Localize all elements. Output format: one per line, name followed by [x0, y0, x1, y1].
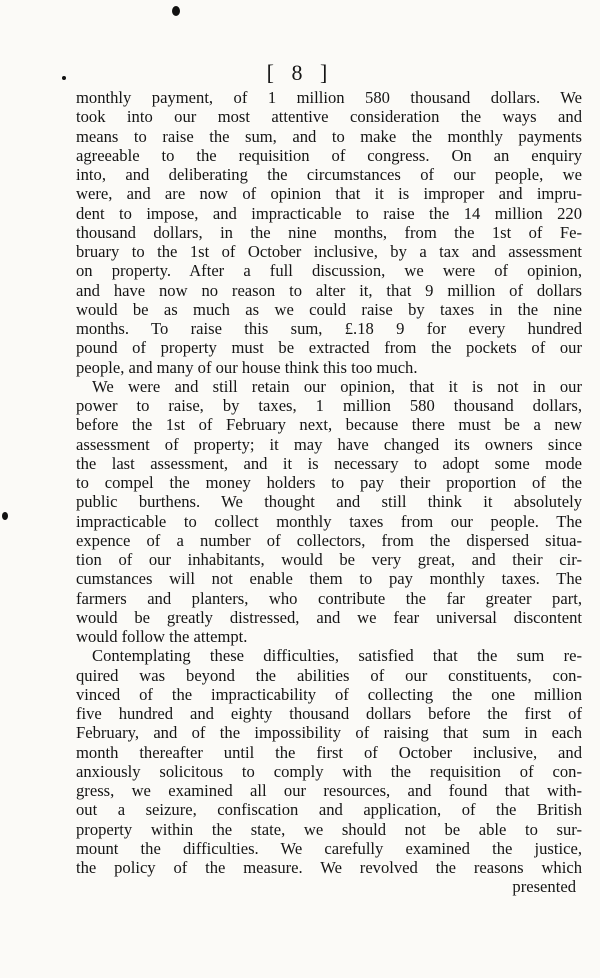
- text-line: thousand dollars, in the nine months, from the 1st of Fe-: [76, 222, 582, 242]
- text-line: gress, we examined all our resources, and found that with-: [76, 781, 582, 800]
- text-line: February, and of the impossibility of raising that sum in each: [76, 723, 582, 743]
- text-line: vinced of the impracticability of collecting the one million: [76, 684, 582, 704]
- paragraph-start: Contemplating these difficulties, satisfied that the sum re-: [92, 646, 582, 666]
- text-line: were, and are now of opinion that it is improper and impru-: [76, 184, 582, 204]
- text-line: monthly payment, of 1 million 580 thousand dollars. We: [76, 88, 582, 107]
- text-line: month thereafter until the first of October inclusive, and: [76, 742, 582, 762]
- text-line: to compel the money holders to pay their proportion of the: [76, 473, 582, 492]
- page-number: [ 8 ]: [266, 60, 334, 85]
- text-line: on property. After a full discussion, we were of opinion,: [76, 261, 582, 281]
- text-line: public burthens. We thought and still think it absolutely: [76, 492, 582, 512]
- text-line: tion of our inhabitants, would be very great, and their cir-: [76, 550, 582, 569]
- text-line: agreeable to the requisition of congress. On an enquiry: [76, 145, 582, 165]
- text-line: would be greatly distressed, and we fear universal discontent: [76, 607, 582, 627]
- ink-speck: [62, 76, 66, 80]
- text-line: out a seizure, confiscation and application, of the British: [76, 800, 582, 820]
- text-line: mount the difficulties. We carefully examined the justice,: [76, 838, 582, 858]
- text-line: took into our most attentive consideration the ways and: [76, 107, 582, 127]
- text-line: cumstances will not enable them to pay monthly taxes. The: [76, 569, 582, 589]
- text-line: farmers and planters, who contribute the far greater part,: [76, 588, 582, 608]
- text-line: assessment of property; it may have changed its owners since: [76, 434, 582, 454]
- text-line: power to raise, by taxes, 1 million 580 thousand dollars,: [76, 396, 582, 415]
- text-line: the policy of the measure. We revolved the reasons which: [76, 858, 582, 877]
- text-line: five hundred and eighty thousand dollars before the first of: [76, 704, 582, 723]
- paragraph-start: We were and still retain our opinion, that it is not in our: [92, 376, 582, 396]
- text-line: into, and deliberating the circumstances of our people, we: [76, 165, 582, 184]
- text-line: and have now no reason to alter it, that 9 million of dollars: [76, 280, 582, 300]
- text-line: before the 1st of February next, because there must be a new: [76, 415, 582, 435]
- text-line: months. To raise this sum, £.18 9 for every hundred: [76, 319, 582, 338]
- text-line: property within the state, we should not be able to sur-: [76, 819, 582, 839]
- text-line: impracticable to collect monthly taxes from our people. The: [76, 511, 582, 531]
- text-line: the last assessment, and it is necessary to adopt some mode: [76, 453, 582, 473]
- text-line: quired was beyond the abilities of our constituents, con-: [76, 665, 582, 685]
- text-line: dent to impose, and impracticable to raise the 14 million 220: [76, 203, 582, 223]
- text-line: would follow the attempt.: [76, 627, 248, 646]
- text-line: bruary to the 1st of October inclusive, by a tax and assessment: [76, 242, 582, 261]
- text-line: expence of a number of collectors, from the dispersed situa-: [76, 530, 582, 550]
- catchword: presented: [512, 877, 576, 897]
- body-text: [76, 88, 582, 897]
- ink-speck: [172, 6, 180, 16]
- text-line: pound of property must be extracted from the pockets of our: [76, 338, 582, 358]
- text-line: anxiously solicitous to comply with the requisition of con-: [76, 761, 582, 781]
- text-line: would be as much as we could raise by taxes in the nine: [76, 299, 582, 319]
- ink-speck: [2, 512, 8, 520]
- text-line: people, and many of our house think this too much.: [76, 357, 418, 377]
- text-line: means to raise the sum, and to make the monthly payments: [76, 126, 582, 146]
